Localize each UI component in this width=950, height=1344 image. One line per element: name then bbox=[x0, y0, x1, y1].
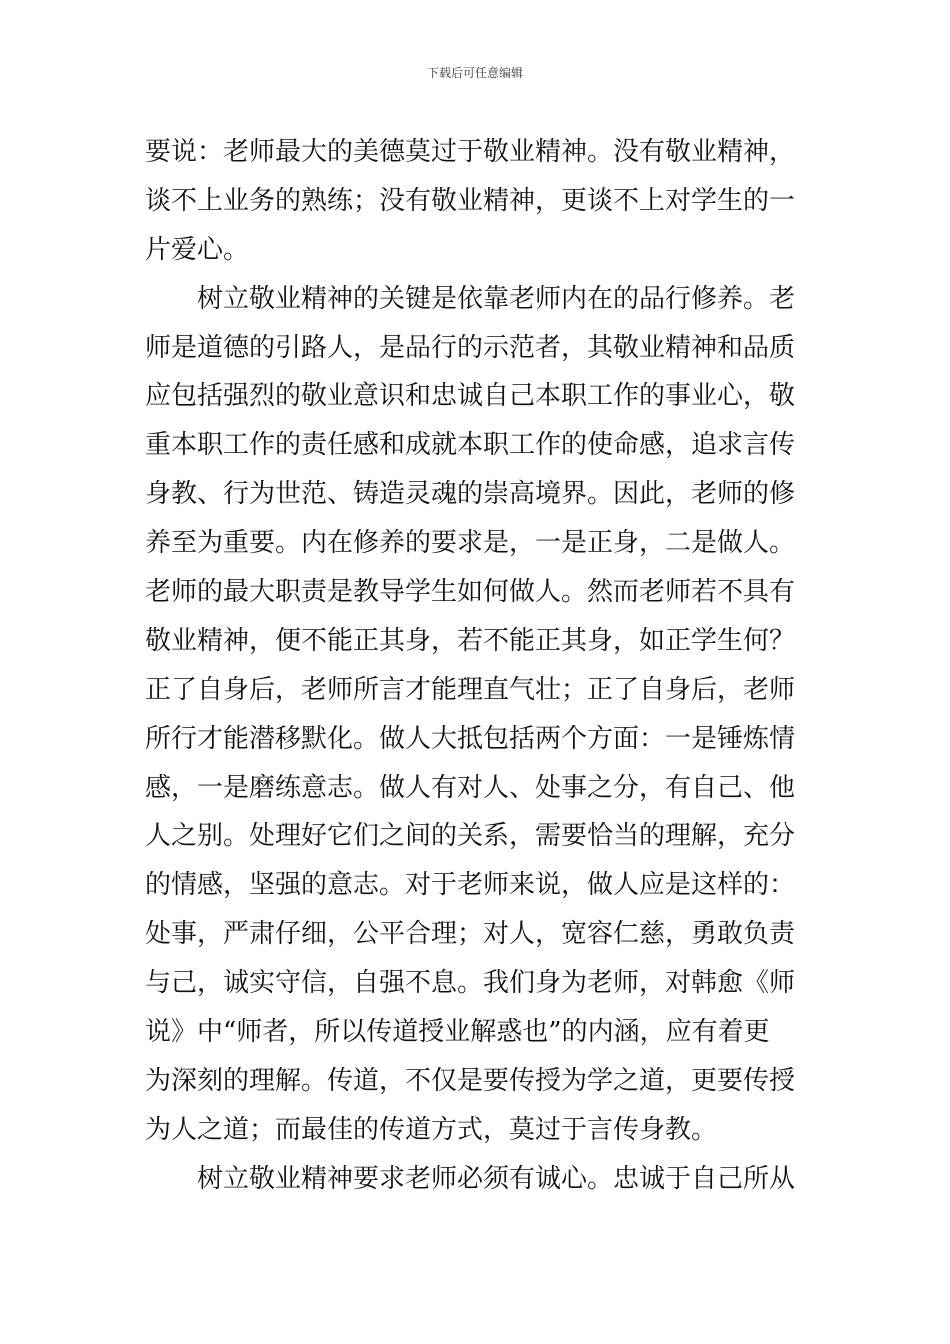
document-body bbox=[145, 128, 817, 1204]
text-line: 师是道德的引路人，是品行的示范者，其敬业精神和品质 bbox=[145, 332, 796, 363]
text-line: 要说：老师最大的美德莫过于敬业精神。没有敬业精神， bbox=[145, 137, 796, 167]
text-line: 人之别。处理好它们之间的关系，需要恰当的理解，充分 bbox=[145, 821, 796, 852]
text-line: 为深刻的理解。传道，不仅是要传授为学之道，更要传授 bbox=[145, 1065, 796, 1096]
text-line: 身教、行为世范、铸造灵魂的崇高境界。因此，老师的修 bbox=[145, 479, 796, 510]
text-line: 的情感，坚强的意志。对于老师来说，做人应是这样的： bbox=[145, 870, 796, 901]
paragraph-first-line: 树立敬业精神的关键是依靠老师内在的品行修养。老 bbox=[197, 283, 796, 314]
paragraph-first-line: 树立敬业精神要求老师必须有诚心。忠诚于自己所从 bbox=[197, 1163, 796, 1194]
text-line: 养至为重要。内在修养的要求是，一是正身，二是做人。 bbox=[145, 528, 796, 559]
text-line: 与己，诚实守信，自强不息。我们身为老师，对韩愈《师 bbox=[145, 968, 796, 999]
text-line: 老师的最大职责是教导学生如何做人。然而老师若不具有 bbox=[145, 577, 796, 608]
text-line: 重本职工作的责任感和成就本职工作的使命感，追求言传 bbox=[145, 430, 796, 461]
text-line: 谈不上业务的熟练；没有敬业精神，更谈不上对学生的一 bbox=[145, 185, 796, 216]
text-line: 片爱心。 bbox=[145, 234, 250, 265]
text-line: 敬业精神，便不能正其身，若不能正其身，如正学生何？ bbox=[145, 625, 796, 656]
text-line: 说》中“师者，所以传道授业解惑也”的内涵，应有着更 bbox=[145, 1017, 770, 1048]
text-line: 正了自身后，老师所言才能理直气壮；正了自身后，老师 bbox=[145, 674, 796, 705]
text-line: 为人之道；而最佳的传道方式，莫过于言传身教。 bbox=[145, 1114, 718, 1145]
text-line: 应包括强烈的敬业意识和忠诚自己本职工作的事业心，敬 bbox=[145, 381, 796, 412]
text-line: 感，一是磨练意志。做人有对人、处事之分，有自己、他 bbox=[145, 772, 796, 803]
page-header: 下载后可任意编辑 bbox=[426, 66, 523, 80]
text-line: 处事，严肃仔细，公平合理；对人，宽容仁慈，勇敢负责 bbox=[145, 919, 796, 950]
text-line: 所行才能潜移默化。做人大抵包括两个方面：一是锤炼情 bbox=[145, 723, 796, 754]
